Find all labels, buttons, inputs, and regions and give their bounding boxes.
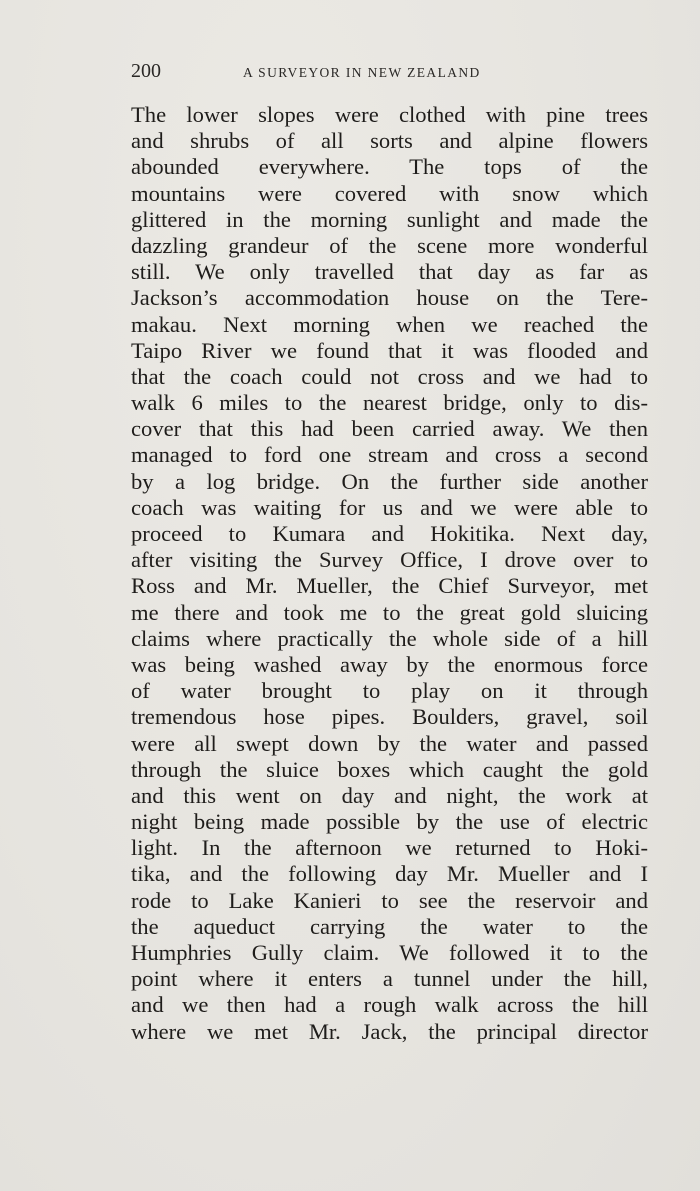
text-line: proceed to Kumara and Hokitika. Next day, [131, 521, 648, 546]
text-line: by a log bridge. On the further side another [131, 468, 648, 494]
text-line: was being washed away by the enormous force [131, 651, 648, 677]
text-line: mountains were covered with snow which [131, 180, 648, 206]
text-line: Humphries Gully claim. We followed it to the [131, 940, 648, 965]
text-line: night being made possible by the use of electric [131, 809, 648, 835]
text-line: of water brought to play on it through [131, 678, 648, 704]
text-line: after visiting the Survey Office, I drove over to [131, 547, 648, 573]
text-line: through the sluice boxes which caught the gold [131, 756, 648, 782]
text-line: claims where practically the whole side of a hill [131, 625, 648, 651]
text-line: coach was waiting for us and we were able to [131, 494, 648, 520]
text-line: tika, and the following day Mr. Mueller and I [131, 861, 648, 887]
text-line: and this went on day and night, the work at [131, 782, 648, 808]
text-line: the aqueduct carrying the water to the [131, 913, 648, 939]
text-line: walk 6 miles to the nearest bridge, only to dis- [131, 390, 648, 416]
text-line: managed to ford one stream and cross a second [131, 442, 648, 468]
text-line: were all swept down by the water and passed [131, 730, 648, 756]
text-line: light. In the afternoon we returned to Hoki- [131, 835, 648, 861]
text-line: tremendous hose pipes. Boulders, gravel, soil [131, 704, 648, 730]
text-line: makau. Next morning when we reached the [131, 311, 648, 337]
text-line: that the coach could not cross and we had to [131, 363, 648, 389]
running-head: A SURVEYOR IN NEW ZEALAND [243, 65, 481, 80]
text-line: glittered in the morning sunlight and made the [131, 206, 648, 232]
text-line: Taipo River we found that it was flooded and [131, 337, 648, 363]
text-line: dazzling grandeur of the scene more wonderful [131, 232, 648, 258]
text-line: point where it enters a tunnel under the hill, [131, 966, 648, 992]
text-line: cover that this had been carried away. We then [131, 416, 648, 442]
page-number: 200 [131, 60, 161, 82]
text-line: Ross and Mr. Mueller, the Chief Surveyor, met [131, 573, 648, 599]
text-line: The lower slopes were clothed with pine trees [131, 102, 648, 127]
text-line: abounded everywhere. The tops of the [131, 154, 648, 180]
text-line: and shrubs of all sorts and alpine flowers [131, 128, 648, 154]
page-header [131, 58, 648, 84]
body-text [131, 102, 648, 1045]
text-line: still. We only travelled that day as far as [131, 259, 648, 285]
text-line: me there and took me to the great gold sluicing [131, 599, 648, 625]
text-line: Jackson’s accommodation house on the Tere- [131, 285, 648, 311]
text-line: rode to Lake Kanieri to see the reservoir and [131, 887, 648, 913]
text-line: where we met Mr. Jack, the principal director [131, 1018, 648, 1044]
text-line: and we then had a rough walk across the hill [131, 992, 648, 1018]
